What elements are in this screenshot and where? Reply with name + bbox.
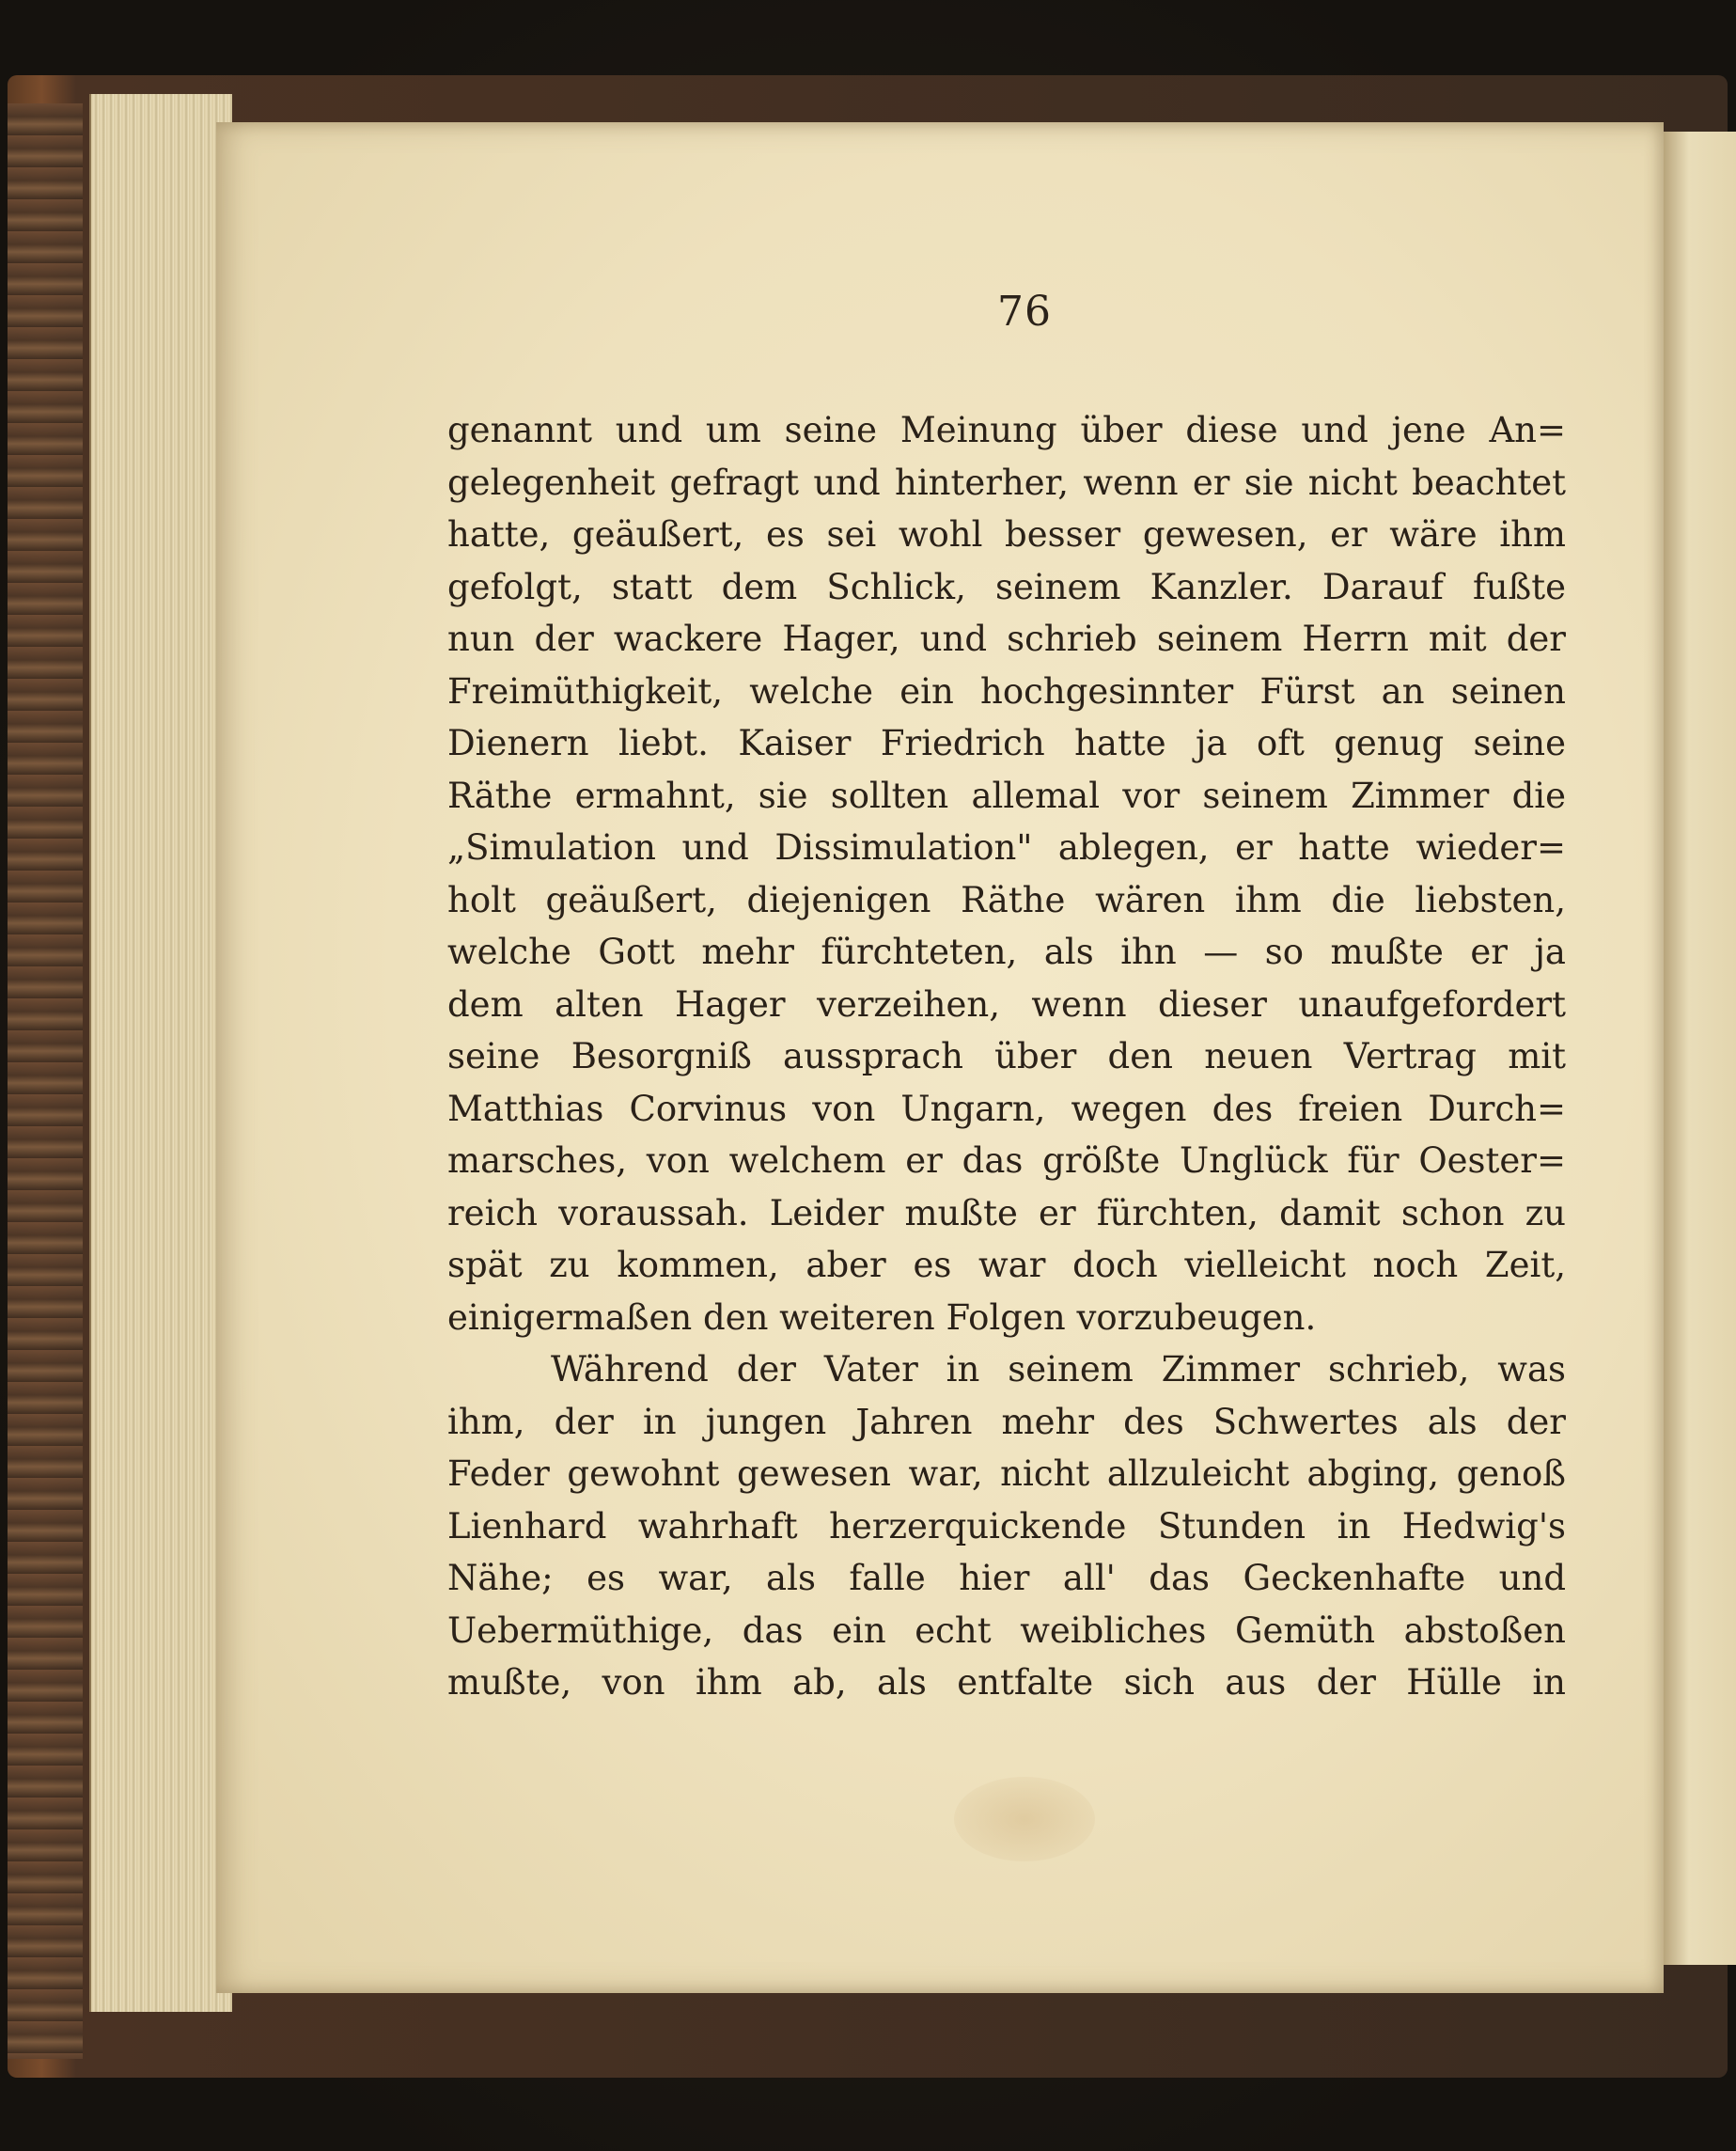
- text-line: genannt und um seine Meinung über diese und jene An=: [447, 410, 1566, 450]
- text-line: gelegenheit gefragt und hinterher, wenn er sie nicht beachtet: [447, 462, 1566, 503]
- text-line: seine Besorgniß aussprach über den neuen Vertrag mit: [447, 1036, 1566, 1076]
- paragraph-start-line: Während der Vater in seinem Zimmer schrieb, was: [551, 1349, 1566, 1390]
- text-line: spät zu kommen, aber es war doch vielleicht noch Zeit,: [447, 1245, 1566, 1285]
- text-line: gefolgt, statt dem Schlick, seinem Kanzler. Darauf fußte: [447, 566, 1566, 607]
- text-line: dem alten Hager verzeihen, wenn dieser unaufgefordert: [447, 983, 1566, 1025]
- text-line: Freimüthigkeit, welche ein hochgesinnter Fürst an seinen: [447, 670, 1566, 712]
- text-line: Matthias Corvinus von Ungarn, wegen des freien Durch=: [447, 1088, 1566, 1129]
- text-line: einigermaßen den weiteren Folgen vorzubeugen.: [447, 1296, 1317, 1338]
- text-line: nun der wackere Hager, und schrieb seinem Herrn mit der: [447, 619, 1566, 659]
- text-line: Uebermüthige, das ein echt weibliches Gemüth abstoßen: [447, 1609, 1566, 1651]
- text-line: Feder gewohnt gewesen war, nicht allzuleicht abging, genoß: [447, 1453, 1566, 1494]
- text-line: welche Gott mehr fürchteten, als ihn — so mußte er ja: [447, 932, 1566, 972]
- paper-stain: [954, 1777, 1095, 1861]
- text-line: Dienern liebt. Kaiser Friedrich hatte ja oft genug seine: [447, 723, 1566, 763]
- text-line: mußte, von ihm ab, als entfalte sich aus der Hülle in: [447, 1662, 1566, 1703]
- text-line: Räthe ermahnt, sie sollten allemal vor seinem Zimmer die: [447, 775, 1566, 816]
- page-number: 76: [997, 288, 1052, 336]
- text-line: Lienhard wahrhaft herzerquickende Stunden in Hedwig's: [447, 1505, 1566, 1547]
- body-text: [447, 404, 1566, 1709]
- book-spine-edge: [8, 103, 83, 2059]
- text-line: ihm, der in jungen Jahren mehr des Schwertes als der: [447, 1401, 1566, 1442]
- facing-page-edge: [1664, 132, 1736, 1965]
- page-stack-edges: [89, 94, 232, 2012]
- text-line: reich voraussah. Leider mußte er fürchten, damit schon zu: [447, 1192, 1566, 1233]
- text-line: hatte, geäußert, es sei wohl besser gewesen, er wäre ihm: [447, 514, 1566, 555]
- text-line: Nähe; es war, als falle hier all' das Geckenhafte und: [447, 1558, 1566, 1598]
- text-line: holt geäußert, diejenigen Räthe wären ihm die liebsten,: [447, 879, 1566, 920]
- text-line: „Simulation und Dissimulation" ablegen, er hatte wieder=: [447, 827, 1566, 868]
- text-line: marsches, von welchem er das größte Unglück für Oester=: [447, 1140, 1566, 1181]
